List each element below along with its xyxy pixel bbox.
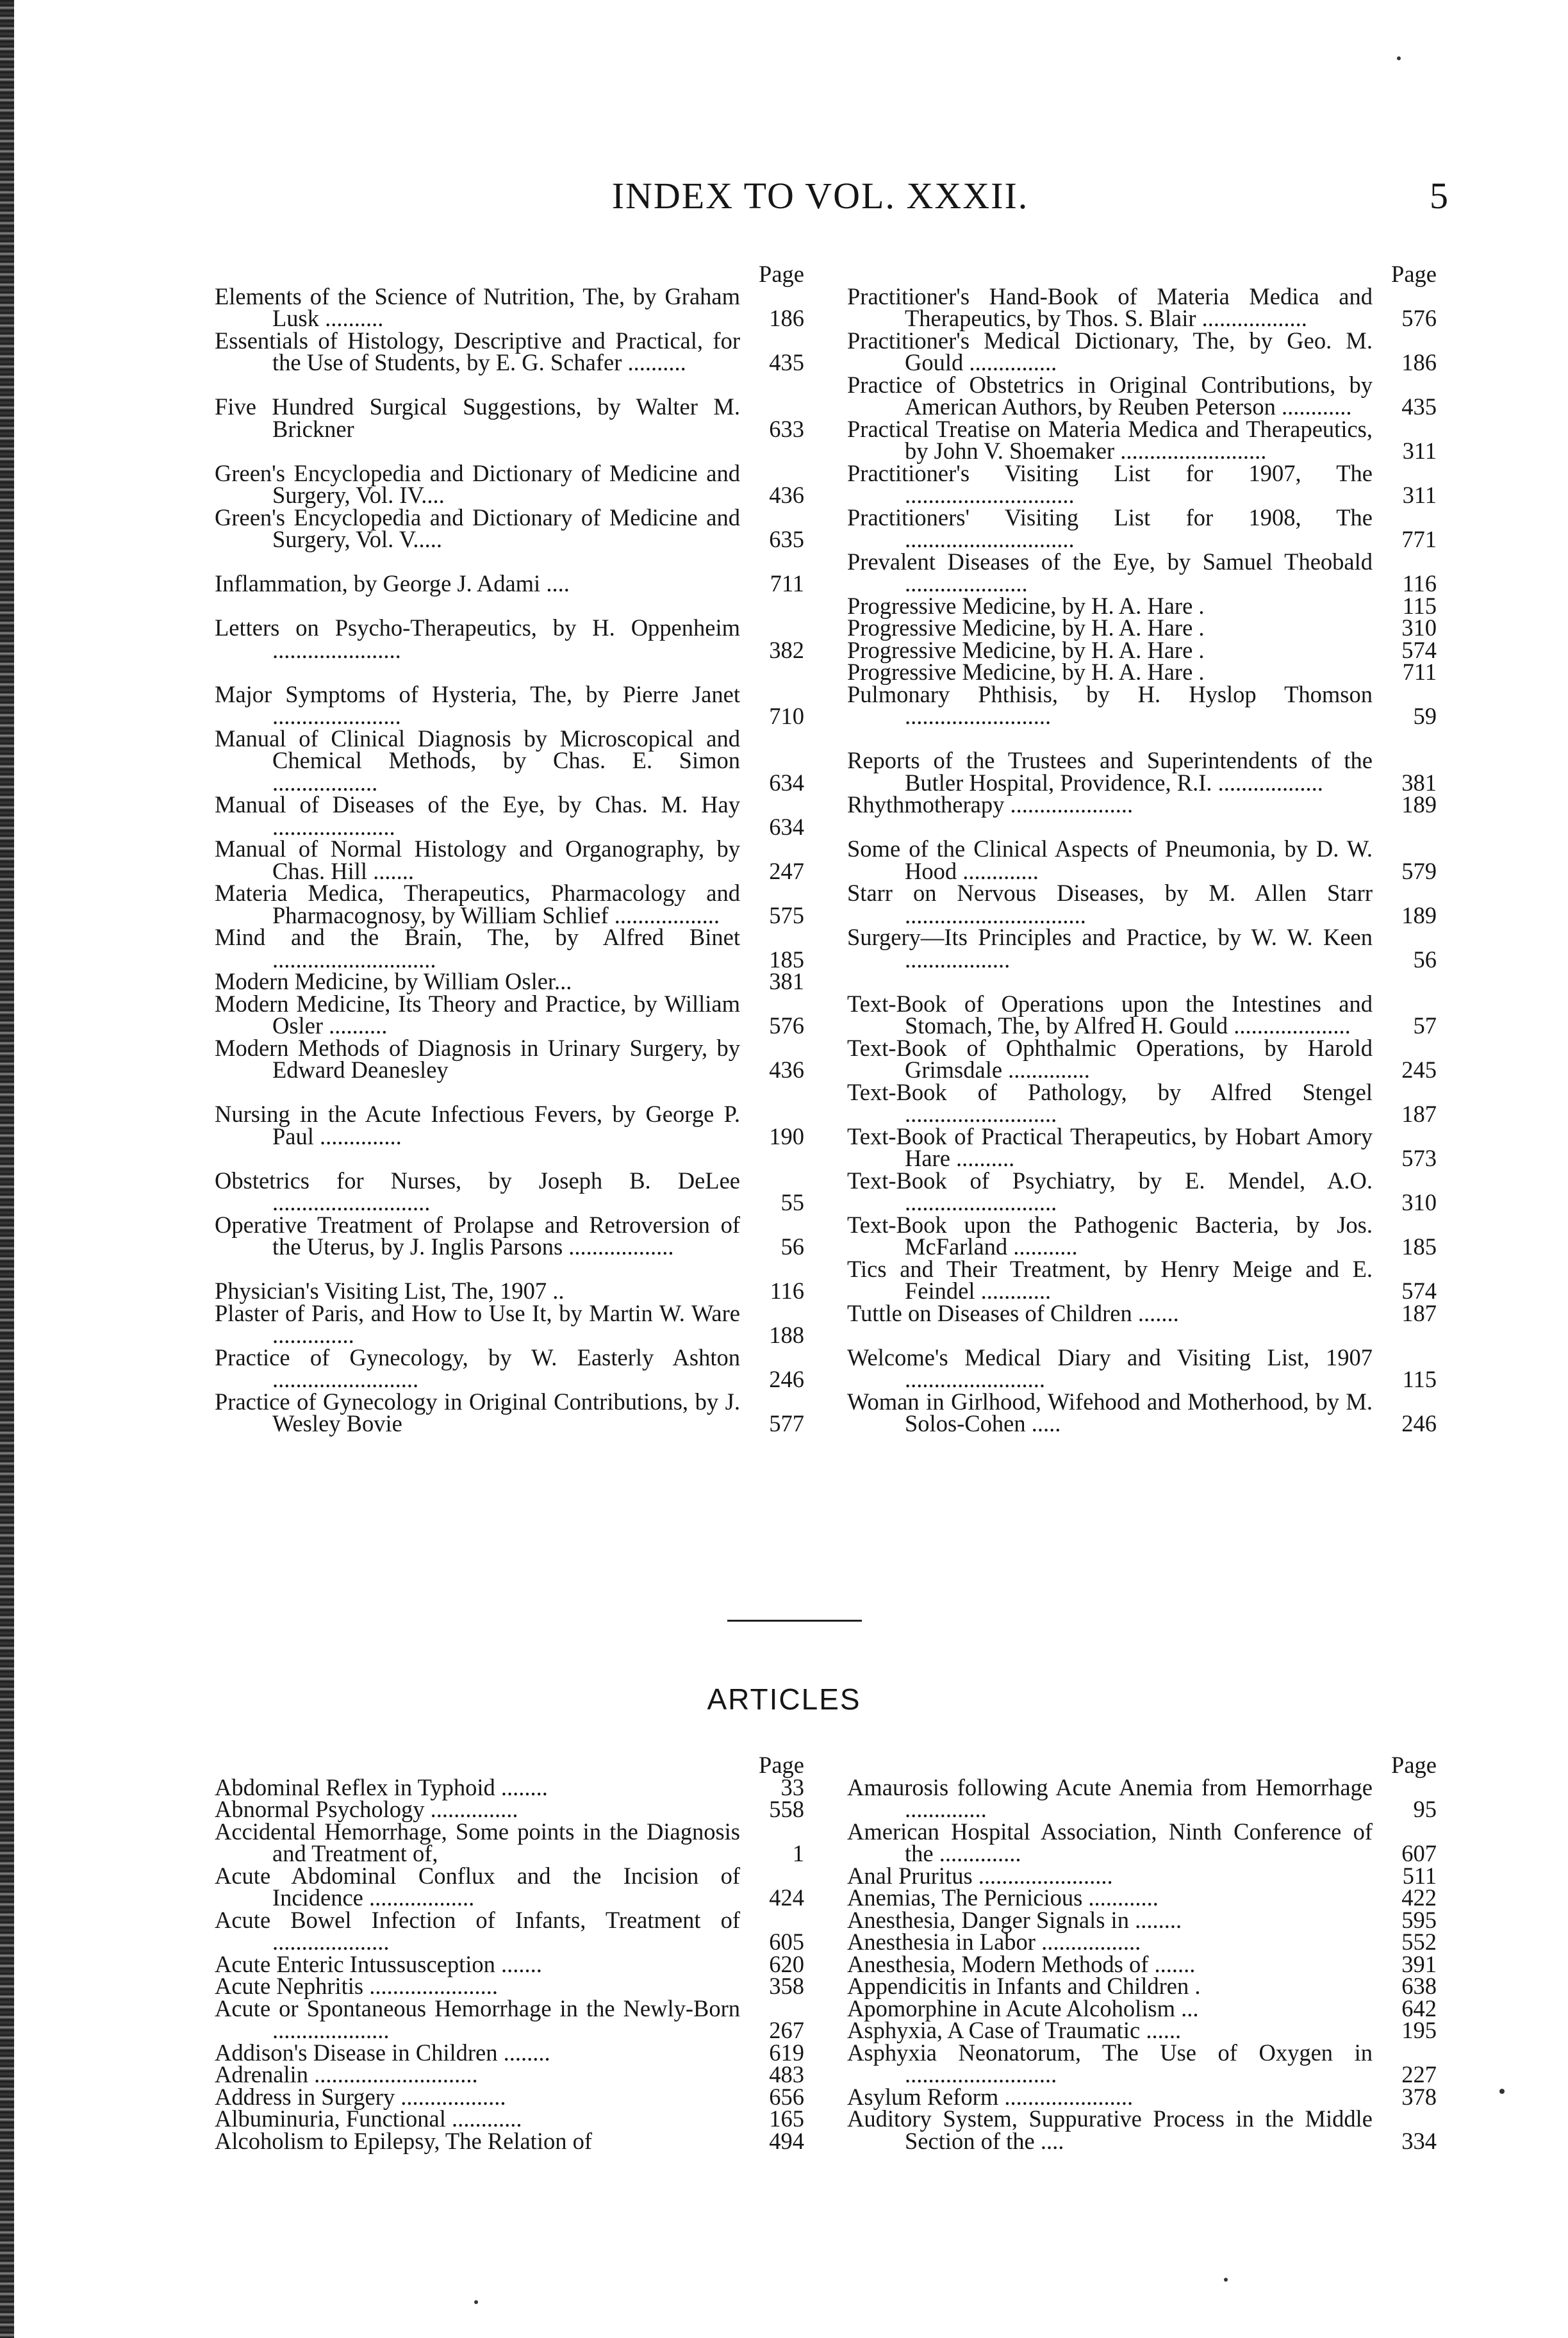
entry-page-number: 577	[769, 1410, 804, 1437]
page-header	[192, 174, 1448, 226]
index-entry	[215, 2039, 804, 2066]
entry-spacer	[847, 1324, 1437, 1347]
entry-title: Acute Enteric Intussusception .......	[215, 1950, 542, 1977]
page-number: 5	[1430, 175, 1448, 217]
index-entry	[215, 2127, 804, 2154]
entry-spacer	[215, 374, 804, 397]
entry-title: Text-Book of Pathology, by Alfred Stengel ..........................	[847, 1078, 1373, 1127]
entry-page-number: 334	[1401, 2127, 1437, 2154]
entry-title: Inflammation, by George J. Adami ....	[215, 570, 570, 597]
entry-page-number: 620	[769, 1950, 804, 1977]
column-page-label: Page	[759, 261, 804, 287]
entry-title: Anesthesia, Modern Methods of .......	[847, 1950, 1196, 1977]
index-entry	[215, 1344, 804, 1392]
entry-page-number: 165	[769, 2105, 804, 2132]
index-entry	[215, 1103, 804, 1148]
entry-title: Tuttle on Diseases of Children .......	[847, 1299, 1179, 1326]
entry-title: Asylum Reform ......................	[847, 2083, 1134, 2110]
entry-page-number: 187	[1401, 1299, 1437, 1326]
index-entry	[847, 459, 1437, 508]
index-entry	[847, 1995, 1437, 2021]
index-entry	[847, 614, 1437, 641]
index-entry	[215, 570, 804, 597]
entry-page-number: 558	[769, 1796, 804, 1822]
entry-title: Practical Treatise on Materia Medica and Therapeutics, by John V. Shoemaker .........................	[847, 415, 1373, 464]
entry-page-number: 185	[1401, 1233, 1437, 1260]
index-entry	[847, 548, 1437, 597]
entry-title: Welcome's Medical Diary and Visiting List, 1907 ........................	[847, 1344, 1373, 1392]
index-entry	[847, 1774, 1437, 1822]
entry-page-number: 619	[769, 2039, 804, 2066]
index-entry	[847, 990, 1437, 1039]
entry-title: Surgery—Its Principles and Practice, by W. W. Keen ..................	[847, 924, 1373, 973]
entry-title: Essentials of Histology, Descriptive and Practical, for the Use of Students, by E. G. Schafer ..........	[215, 327, 740, 375]
scanned-page-edge	[0, 0, 14, 2338]
entry-page-number: 55	[780, 1189, 804, 1215]
entry-page-number: 435	[769, 349, 804, 375]
index-entry	[215, 680, 804, 729]
index-entry	[215, 725, 804, 796]
entry-page-number: 95	[1413, 1796, 1437, 1822]
index-entry	[215, 504, 804, 552]
entry-page-number: 116	[770, 1278, 804, 1304]
entry-page-number: 633	[769, 415, 804, 442]
entry-page-number: 710	[769, 703, 804, 729]
entry-title: Practice of Gynecology in Original Contributions, by J. Wesley Bovie	[215, 1388, 740, 1437]
index-entry	[847, 283, 1437, 331]
index-entry	[847, 327, 1437, 375]
entry-page-number: 381	[1401, 769, 1437, 796]
index-entry	[215, 1388, 804, 1437]
entry-page-number: 436	[769, 482, 804, 508]
entry-page-number: 638	[1401, 1973, 1437, 1999]
entry-title: Text-Book of Psychiatry, by E. Mendel, A.O. ..........................	[847, 1167, 1373, 1215]
entry-page-number: 711	[770, 570, 804, 597]
entry-page-number: 245	[1401, 1057, 1437, 1083]
entry-page-number: 574	[1401, 636, 1437, 663]
index-entry	[847, 1255, 1437, 1304]
reviews-left-column	[215, 263, 804, 1435]
entry-page-number: 56	[780, 1233, 804, 1260]
entry-page-number: 358	[769, 1973, 804, 1999]
entry-page-number: 246	[769, 1366, 804, 1392]
index-entry	[847, 2017, 1437, 2043]
entry-page-number: 634	[769, 769, 804, 796]
entry-page-number: 605	[769, 1929, 804, 1955]
entry-title: Tics and Their Treatment, by Henry Meige and E. Feindel ............	[847, 1255, 1373, 1304]
entry-title: Asphyxia Neonatorum, The Use of Oxygen in ..........................	[847, 2039, 1373, 2087]
index-entry	[215, 1299, 804, 1348]
entry-title: Starr on Nervous Diseases, by M. Allen Starr ...............................	[847, 880, 1373, 928]
entry-title: Green's Encyclopedia and Dictionary of Medicine and Surgery, Vol. IV....	[215, 459, 740, 508]
index-entry	[215, 327, 804, 375]
index-entry	[215, 1950, 804, 1977]
entry-page-number: 311	[1402, 482, 1437, 508]
index-entry	[847, 415, 1437, 464]
scan-speck	[1499, 2089, 1505, 2094]
index-entry	[847, 882, 1437, 926]
entry-title: Modern Medicine, by William Osler...	[215, 968, 572, 994]
entry-page-number: 552	[1401, 1929, 1437, 1955]
index-entry	[847, 1862, 1437, 1889]
entry-title: Appendicitis in Infants and Children .	[847, 1973, 1201, 1999]
entry-page-number: 382	[769, 636, 804, 663]
index-entry	[215, 393, 804, 442]
index-entry	[847, 1034, 1437, 1083]
index-entry	[215, 1280, 804, 1303]
index-entry	[847, 1884, 1437, 1911]
entry-page-number: 186	[769, 305, 804, 331]
index-entry	[847, 1078, 1437, 1127]
entry-page-number: 188	[769, 1322, 804, 1348]
index-entry	[215, 1995, 804, 2043]
column-page-label: Page	[1391, 261, 1437, 287]
entry-spacer	[215, 1148, 804, 1170]
index-entry	[215, 614, 804, 663]
entry-title: Address in Surgery ..................	[215, 2083, 506, 2110]
entry-title: Modern Medicine, Its Theory and Practice, by William Osler ..........	[215, 990, 740, 1039]
index-entry	[847, 680, 1437, 729]
entry-title: Progressive Medicine, by H. A. Hare .	[847, 636, 1205, 663]
entry-page-number: 310	[1401, 1189, 1437, 1215]
entry-title: Letters on Psycho-Therapeutics, by H. Oppenheim ......................	[215, 614, 740, 663]
entry-page-number: 573	[1401, 1145, 1437, 1171]
index-entry	[847, 747, 1437, 796]
index-entry	[847, 1950, 1437, 1977]
entry-spacer	[215, 551, 804, 573]
entry-spacer	[215, 440, 804, 463]
entry-title: Progressive Medicine, by H. A. Hare .	[847, 659, 1205, 685]
entry-page-number: 424	[769, 1884, 804, 1911]
articles-left-column	[215, 1754, 804, 2152]
entry-page-number: 391	[1401, 1950, 1437, 1977]
index-entry	[215, 1211, 804, 1260]
scan-speck	[1397, 56, 1401, 60]
index-entry	[215, 1975, 804, 1998]
entry-title: Apomorphine in Acute Alcoholism ...	[847, 1995, 1199, 2021]
index-entry	[215, 2083, 804, 2110]
entry-title: Operative Treatment of Prolapse and Retroversion of the Uterus, by J. Inglis Parsons ..................	[215, 1211, 740, 1260]
entry-title: Five Hundred Surgical Suggestions, by Walter M. Brickner	[215, 393, 740, 442]
entry-title: Mind and the Brain, The, by Alfred Binet ............................	[215, 924, 740, 973]
entry-page-number: 247	[769, 857, 804, 884]
entry-title: Anesthesia, Danger Signals in ........	[847, 1906, 1182, 1933]
entry-page-number: 195	[1401, 2017, 1437, 2043]
entry-page-number: 575	[769, 901, 804, 928]
index-entry	[215, 791, 804, 840]
entry-page-number: 190	[769, 1123, 804, 1149]
entry-title: Green's Encyclopedia and Dictionary of Medicine and Surgery, Vol. V.....	[215, 504, 740, 552]
entry-title: Obstetrics for Nurses, by Joseph B. DeLee ...........................	[215, 1167, 740, 1215]
entry-title: Addison's Disease in Children ........	[215, 2039, 550, 2066]
index-entry	[847, 504, 1437, 552]
entry-page-number: 642	[1401, 1995, 1437, 2021]
entry-title: Anal Pruritus .......................	[847, 1862, 1113, 1889]
index-entry	[215, 990, 804, 1039]
index-entry	[215, 1167, 804, 1215]
index-entry	[847, 1388, 1437, 1437]
reviews-right-column	[847, 263, 1437, 1435]
index-entry	[215, 2061, 804, 2087]
entry-page-number: 189	[1401, 901, 1437, 928]
entry-spacer	[215, 595, 804, 618]
entry-page-number: 511	[1402, 1862, 1437, 1889]
entry-title: Acute or Spontaneous Hemorrhage in the Newly-Born ....................	[215, 1995, 740, 2043]
entry-page-number: 422	[1401, 1884, 1437, 1911]
entry-spacer	[847, 971, 1437, 993]
entry-title: Anemias, The Pernicious ............	[847, 1884, 1159, 1911]
entry-page-number: 187	[1401, 1101, 1437, 1127]
entry-title: Text-Book of Operations upon the Intestines and Stomach, The, by Alfred H. Gould ....................	[847, 990, 1373, 1039]
entry-title: Albuminuria, Functional ............	[215, 2105, 522, 2132]
column-page-label: Page	[759, 1752, 804, 1778]
index-entry	[847, 371, 1437, 420]
entry-page-number: 574	[1401, 1278, 1437, 1304]
entry-page-number: 635	[769, 526, 804, 552]
index-entry	[215, 1034, 804, 1083]
entry-title: Text-Book upon the Pathogenic Bacteria, by Jos. McFarland ...........	[847, 1211, 1373, 1260]
entry-page-number: 771	[1401, 526, 1437, 552]
entry-page-number: 311	[1402, 438, 1437, 464]
entry-title: Asphyxia, A Case of Traumatic ......	[847, 2017, 1182, 2043]
index-entry	[215, 882, 804, 926]
entry-title: Amaurosis following Acute Anemia from Hemorrhage ..............	[847, 1774, 1373, 1822]
entry-title: Text-Book of Ophthalmic Operations, by Harold Grimsdale ..............	[847, 1034, 1373, 1083]
index-entry	[215, 2105, 804, 2132]
entry-title: Abdominal Reflex in Typhoid ........	[215, 1774, 548, 1800]
entry-page-number: 189	[1401, 791, 1437, 818]
index-entry	[847, 1211, 1437, 1260]
index-entry	[847, 1931, 1437, 1954]
entry-page-number: 579	[1401, 857, 1437, 884]
entry-page-number: 483	[769, 2061, 804, 2087]
index-entry	[847, 1167, 1437, 1215]
entry-title: Acute Nephritis ......................	[215, 1973, 498, 1999]
index-entry	[215, 926, 804, 971]
entry-title: Woman in Girlhood, Wifehood and Motherhood, by M. Solos-Cohen .....	[847, 1388, 1373, 1437]
entry-title: Progressive Medicine, by H. A. Hare .	[847, 592, 1205, 619]
entry-page-number: 595	[1401, 1906, 1437, 1933]
entry-page-number: 227	[1401, 2061, 1437, 2087]
entry-page-number: 246	[1401, 1410, 1437, 1437]
entry-page-number: 435	[1401, 393, 1437, 420]
index-entry	[215, 1796, 804, 1822]
index-entry	[215, 1906, 804, 1955]
entry-page-number: 381	[769, 968, 804, 994]
entry-page-number: 576	[1401, 305, 1437, 331]
page-title: INDEX TO VOL. XXXII.	[611, 175, 1029, 217]
index-entry	[215, 838, 804, 882]
entry-page-number: 115	[1402, 1366, 1437, 1392]
entry-title: Materia Medica, Therapeutics, Pharmacology and Pharmacognosy, by William Schlief ..................	[215, 880, 740, 928]
entry-spacer	[215, 1258, 804, 1281]
index-entry	[847, 926, 1437, 971]
entry-title: Progressive Medicine, by H. A. Hare .	[847, 614, 1205, 641]
entry-page-number: 711	[1402, 659, 1437, 685]
index-entry	[847, 2039, 1437, 2087]
articles-heading: ARTICLES	[707, 1683, 861, 1716]
index-entry	[847, 838, 1437, 882]
entry-page-number: 576	[769, 1012, 804, 1039]
index-entry	[215, 1862, 804, 1911]
entry-title: Practice of Gynecology, by W. Easterly Ashton .........................	[215, 1344, 740, 1392]
index-entry	[847, 1299, 1437, 1326]
index-entry	[215, 459, 804, 508]
entry-page-number: 186	[1401, 349, 1437, 375]
entry-page-number: 634	[769, 813, 804, 840]
entry-title: Anesthesia in Labor .................	[847, 1929, 1141, 1955]
section-divider	[727, 1620, 862, 1622]
index-entry	[215, 1818, 804, 1866]
entry-spacer	[215, 1082, 804, 1104]
entry-spacer	[847, 728, 1437, 750]
entry-title: Reports of the Trustees and Superintendents of the Butler Hospital, Providence, R.I. ..................	[847, 747, 1373, 796]
entry-page-number: 494	[769, 2127, 804, 2154]
entry-title: Alcoholism to Epilepsy, The Relation of	[215, 2127, 592, 2154]
index-entry	[847, 1975, 1437, 1998]
index-entry	[847, 1344, 1437, 1392]
entry-title: Prevalent Diseases of the Eye, by Samuel Theobald .....................	[847, 548, 1373, 597]
entry-title: Practitioner's Hand-Book of Materia Medica and Therapeutics, by Thos. S. Blair ..................	[847, 283, 1373, 331]
entry-title: Practitioner's Medical Dictionary, The, by Geo. M. Gould ...............	[847, 327, 1373, 375]
entry-title: Some of the Clinical Aspects of Pneumonia, by D. W. Hood .............	[847, 836, 1373, 884]
entry-title: Practitioner's Visiting List for 1907, The .............................	[847, 459, 1373, 508]
entry-title: Manual of Diseases of the Eye, by Chas. M. Hay .....................	[215, 791, 740, 840]
entry-page-number: 56	[1413, 946, 1437, 973]
entry-page-number: 57	[1413, 1012, 1437, 1039]
entry-title: Major Symptoms of Hysteria, The, by Pierre Janet ......................	[215, 680, 740, 729]
index-entry	[847, 2083, 1437, 2110]
entry-title: Abnormal Psychology ...............	[215, 1796, 518, 1822]
entry-title: Elements of the Science of Nutrition, The, by Graham Lusk ..........	[215, 283, 740, 331]
scan-speck	[474, 2300, 478, 2304]
entry-title: Pulmonary Phthisis, by H. Hyslop Thomson .........................	[847, 680, 1373, 729]
entry-page-number: 185	[769, 946, 804, 973]
entry-title: Acute Abdominal Conflux and the Incision of Incidence ..................	[215, 1862, 740, 1911]
index-entry	[847, 2105, 1437, 2154]
entry-title: Accidental Hemorrhage, Some points in the Diagnosis and Treatment of,	[215, 1818, 740, 1866]
entry-title: Text-Book of Practical Therapeutics, by Hobart Amory Hare ..........	[847, 1123, 1373, 1171]
index-entry	[847, 1906, 1437, 1933]
index-entry	[847, 1123, 1437, 1171]
index-entry	[215, 283, 804, 331]
index-entry	[215, 1774, 804, 1800]
entry-page-number: 33	[780, 1774, 804, 1800]
scan-speck	[1224, 2278, 1228, 2282]
entry-page-number: 267	[769, 2017, 804, 2043]
entry-title: Physician's Visiting List, The, 1907 ..	[215, 1278, 565, 1304]
articles-right-column	[847, 1754, 1437, 2152]
entry-title: Adrenalin ............................	[215, 2061, 478, 2087]
entry-page-number: 378	[1401, 2083, 1437, 2110]
entry-page-number: 115	[1402, 592, 1437, 619]
index-entry	[847, 636, 1437, 663]
entry-page-number: 59	[1413, 703, 1437, 729]
index-entry	[847, 1818, 1437, 1866]
entry-page-number: 656	[769, 2083, 804, 2110]
entry-title: Auditory System, Suppurative Process in the Middle Section of the ....	[847, 2105, 1373, 2154]
entry-page-number: 310	[1401, 614, 1437, 641]
entry-spacer	[847, 816, 1437, 839]
entry-title: Acute Bowel Infection of Infants, Treatment of ....................	[215, 1906, 740, 1955]
entry-page-number: 1	[792, 1840, 804, 1866]
entry-title: Modern Methods of Diagnosis in Urinary Surgery, by Edward Deanesley	[215, 1034, 740, 1083]
index-entry	[847, 791, 1437, 818]
entry-title: Practice of Obstetrics in Original Contributions, by American Authors, by Reuben Peterson ............	[847, 371, 1373, 420]
entry-page-number: 116	[1402, 570, 1437, 597]
entry-title: American Hospital Association, Ninth Conference of the ..............	[847, 1818, 1373, 1866]
index-entry	[847, 592, 1437, 619]
entry-spacer	[215, 661, 804, 684]
index-entry	[847, 661, 1437, 684]
entry-title: Nursing in the Acute Infectious Fevers, by George P. Paul ..............	[215, 1101, 740, 1149]
entry-title: Manual of Clinical Diagnosis by Microscopical and Chemical Methods, by Chas. E. Simon ..................	[215, 725, 740, 796]
entry-title: Plaster of Paris, and How to Use It, by Martin W. Ware ..............	[215, 1299, 740, 1348]
entry-page-number: 436	[769, 1057, 804, 1083]
entry-title: Manual of Normal Histology and Organography, by Chas. Hill .......	[215, 836, 740, 884]
entry-title: Practitioners' Visiting List for 1908, The .............................	[847, 504, 1373, 552]
index-entry	[215, 968, 804, 994]
column-page-label: Page	[1391, 1752, 1437, 1778]
entry-title: Rhythmotherapy .....................	[847, 791, 1134, 818]
entry-page-number: 607	[1401, 1840, 1437, 1866]
